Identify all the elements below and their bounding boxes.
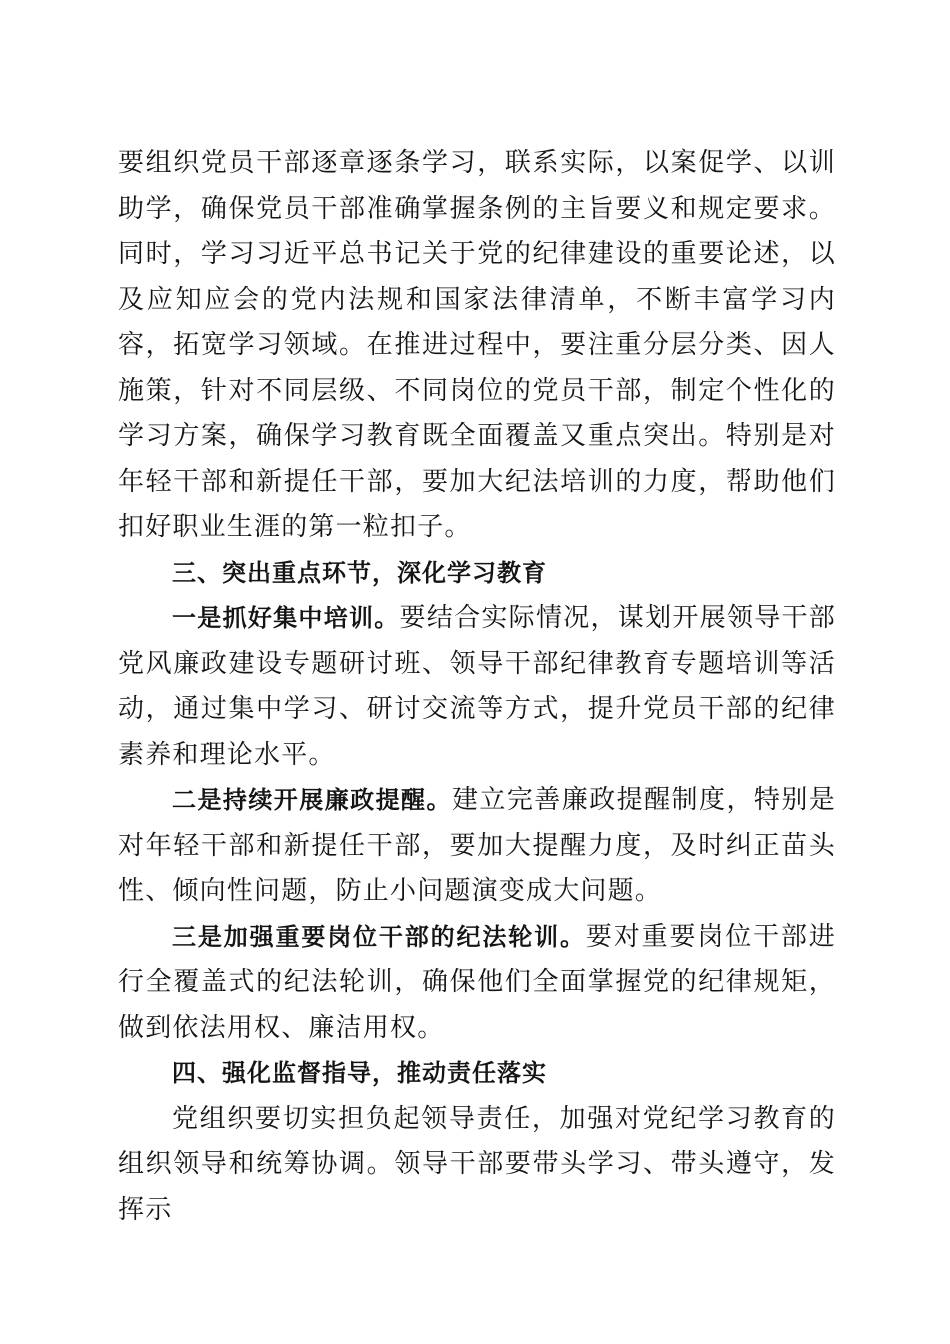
- section-heading-3: 三、突出重点环节，深化学习教育: [172, 558, 547, 587]
- item-text: 要结合实际情况，谋划开展领导干部党风廉政建设专题研讨班、领导干部纪律教育专题培训等活动，通过集中学习、研讨交流等方式，提升党员干部的纪律素养和理论水平。: [118, 603, 836, 770]
- section-heading-4: 四、强化监督指导，推动责任落实: [172, 1059, 547, 1087]
- item-lead: 三是加强重要岗位干部的纪法轮训。: [172, 922, 586, 951]
- item-text: 建立完善廉政提醒制度，特别是对年轻干部和新提任干部，要加大提醒力度，及时纠正苗头性、倾向性问题，防止小问题演变成大问题。: [118, 785, 836, 906]
- item-lead: 二是持续开展廉政提醒。: [172, 786, 452, 814]
- section3-item-2: [118, 778, 836, 915]
- paragraph-continuation: 要组织党员干部逐章逐条学习，联系实际，以案促学、以训助学，确保党员干部准确掌握条例的主旨要义和规定要求。同时，学习习近平总书记关于党的纪律建设的重要论述，以及应知应会的党内法规和国家法律清单，不断丰富学习内容，拓宽学习领域。在推进过程中，要注重分层分类、因人施策，针对不同层级、不同岗位的党员干部，制定个性化的学习方案，确保学习教育既全面覆盖又重点突出。特别是对年轻干部和新提任干部，要加大纪法培训的力度，帮助他们扣好职业生涯的第一粒扣子。: [118, 148, 836, 542]
- section3-item-3: [118, 915, 836, 1052]
- item-lead: 一是抓好集中培训。: [172, 604, 400, 632]
- item-text: 要对重要岗位干部进行全覆盖式的纪法轮训，确保他们全面掌握党的纪律规矩，做到依法用权、廉洁用权。: [118, 921, 836, 1043]
- section3-item-1: [118, 596, 836, 778]
- document-body: [118, 141, 836, 1233]
- section4-paragraph: 党组织要切实担负起领导责任，加强对党纪学习教育的组织领导和统筹协调。领导干部要带头学习、带头遵守，发挥示: [118, 1103, 836, 1225]
